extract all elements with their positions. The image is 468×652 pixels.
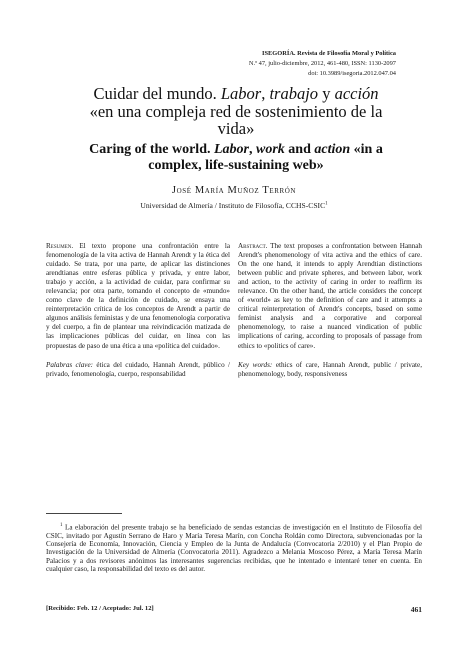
keywords-es-text: ética del cuidado, Hannah Arendt, público / privado, fenomenología, cuerpo, responsabilidad: [46, 360, 230, 378]
title-es-part1: Cuidar del mundo.: [93, 84, 221, 103]
footnote-marker: 1: [60, 523, 63, 528]
author-affiliation: [0, 201, 468, 210]
english-title: [78, 142, 394, 174]
footnote-rule: [46, 513, 122, 514]
footnote-body: La elaboración del presente trabajo se ha beneficiado de sendas estancias de investigación en el Instituto de Filosofía del CSIC, invitado por Agustín Serrano de Haro y María Teresa Marín, con Concha Roldán como Directora, subvencionadas por la Consejería de Economía, Innovación, Ciencia y Empleo de la Junta de Andalucía (Convocatoria 2/2010) y el Plan Propio de Investigación de la Universidad de Almería (Convocatoria 2011). Agradezco a Melania Moscoso Pérez, a María Teresa Marín Palacios y a dos revisores anónimos las interesantes sugerencias recibidas, que he intentado e intentaré tener en cuenta. En cualquier caso, la responsabilidad del texto es del autor.: [46, 523, 422, 573]
title-es-rest: «en una compleja red de sostenimiento de la vida»: [89, 101, 383, 138]
title-en-and: and: [284, 142, 315, 157]
title-es-y: y: [318, 84, 335, 103]
title-en-comma: ,: [248, 142, 256, 157]
keywords-es-label: Palabras clave:: [46, 360, 93, 369]
title-es-comma: ,: [261, 84, 270, 103]
abstract-en-text: The text proposes a confrontation between Hannah Arendt's phenomenology of vita activa and the ethics of care. On the one hand, it intends to apply Arendtian distinctions between public and private spheres, and between labor, work and action, to the activity of caring in order to reaffirm its relevance. On the other hand, the article considers the concept of «world» as key to the definition of care and it attempts a critical reinterpretation of Arendt's concepts, based on some feminist analysis and a corporative and corporeal phenomenology, to raise a nuanced vindication of public implications of caring, according to proposals of passage from ethics to «politics of care».: [238, 242, 422, 350]
issue-line: N.º 47, julio-diciembre, 2012, 461-480, ISSN: 1130-2097: [248, 59, 396, 67]
abstract-english: [238, 242, 422, 351]
title-en-rest: «in a complex, life-sustaining web»: [148, 142, 383, 173]
abstract-en-label: Abstract.: [238, 242, 268, 250]
title-es-trabajo: trabajo: [269, 84, 319, 103]
abstract-english-column: [238, 242, 422, 379]
abstract-es-label: Resumen.: [46, 242, 74, 250]
abstract-spanish-column: [46, 242, 230, 379]
title-es-accion: acción: [334, 84, 379, 103]
affiliation-text: Universidad de Almería / Instituto de Filosofía, CCHS-CSIC: [140, 201, 326, 210]
keywords-en-text: ethics of care, Hannah Arendt, public / private, phenomenology, body, responsiveness: [238, 360, 422, 378]
title-en-work: work: [255, 142, 285, 157]
keywords-english: [238, 361, 422, 379]
page-number: 461: [410, 605, 422, 614]
spanish-title: [86, 85, 386, 138]
journal-name: ISEGORÍA. Revista de Filosofía Moral y Política: [261, 50, 396, 57]
title-en-action: action: [314, 142, 351, 157]
keywords-en-label: Key words:: [238, 360, 273, 369]
footnote-text: [46, 522, 422, 573]
author-name: José María Muñoz Terrón: [171, 185, 297, 196]
footnote-ref: 1: [325, 201, 328, 207]
title-en-labor: Labor: [213, 142, 249, 157]
title-en-part1: Caring of the world.: [89, 142, 214, 157]
abstract-es-text: El texto propone una confrontación entre la fenomenología de la vita activa de Hannah Arendt y la ética del cuidado. Se trata, por una parte, de aplicar las distinciones arendtianas entre esferas pública y privada, y entre labor, trabajo y acción, a la actividad de cuidar, para confirmar su relevancia; por otra parte, tomando el concepto de «mundo» como clave de la definición de cuidado, se ensaya una reinterpretación crítica de los conceptos de Arendt a partir de algunos análisis feministas y de una fenomenología corporativa y del cuerpo, a fin de plantear una reivindicación matizada de las implicaciones públicas del cuidar, en línea con las propuestas de paso de una ética a una «política del cuidado».: [46, 242, 230, 350]
doi-line: doi: 10.3989/isegoria.2012.047.04: [308, 69, 396, 77]
title-es-labor: Labor: [220, 84, 262, 103]
footnote: [46, 522, 422, 573]
received-accepted-dates: [Recibido: Feb. 12 / Aceptado: Jul. 12]: [46, 605, 154, 612]
abstract-spanish: [46, 242, 230, 351]
journal-header: [196, 49, 396, 78]
keywords-spanish: [46, 361, 230, 379]
